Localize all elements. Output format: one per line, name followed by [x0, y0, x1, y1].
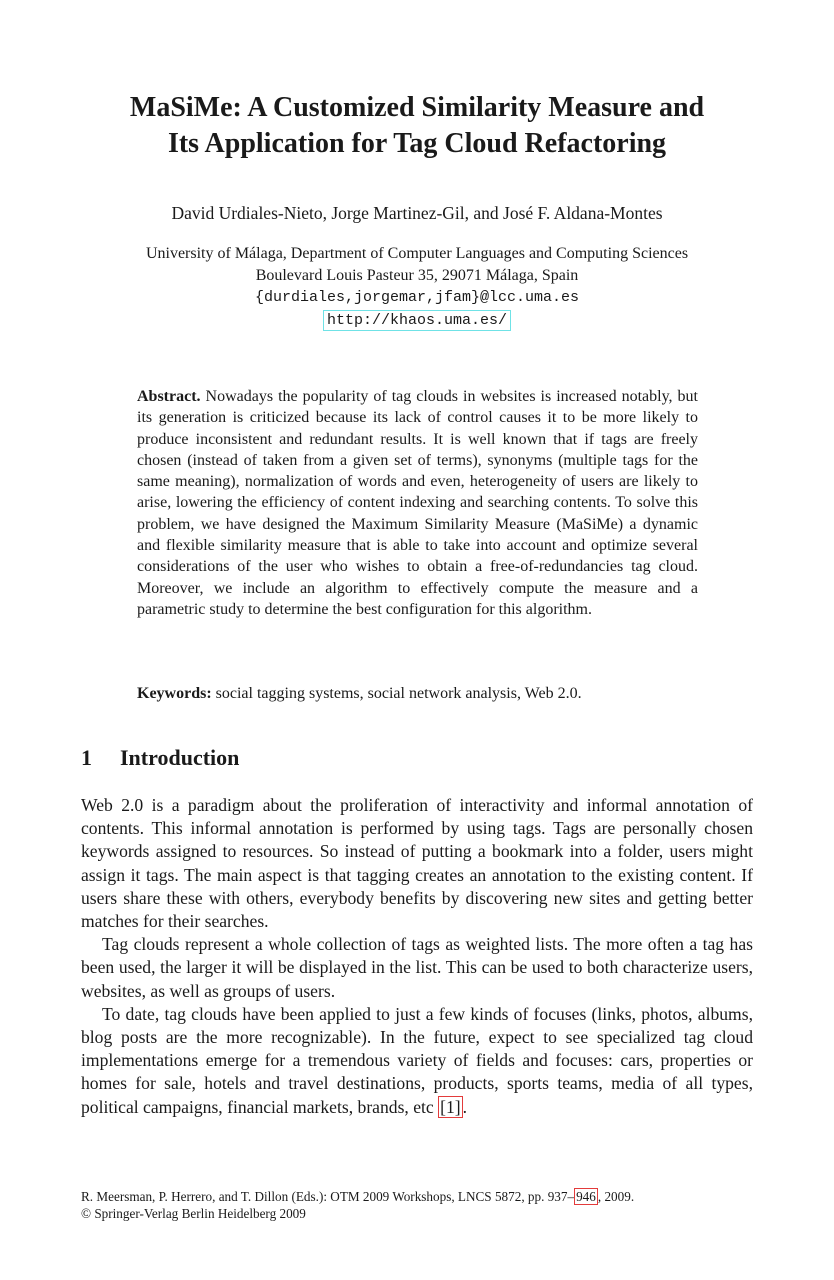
- keywords: [137, 683, 698, 705]
- introduction-body: [81, 794, 753, 1119]
- paragraph-1: Web 2.0 is a paradigm about the proliferation of interactivity and informal annotation of contents. This informal annotation is performed by using tags. Tags are personally chosen keywords assigned to resources. So instead of putting a bookmark into a folder, users might assign it tags. The main aspect is that tagging creates an annotation to the existing content. If users share these with others, everybody benefits by discovering new sites and getting better matches for their searches.: [81, 795, 753, 932]
- affiliation-block: [40, 243, 794, 331]
- abstract-text: Nowadays the popularity of tag clouds in websites is increased notably, but its generation is criticized because its lack of control causes it to be more likely to produce inconsistent and redundant results. It is well known that if tags are freely chosen (instead of taken from a given set of terms), synonyms (multiple tags for the same meaning), normalization of words and even, heterogeneity of users are likely to arise, lowering the efficiency of content indexing and searching contents. To solve this problem, we have designed the Maximum Similarity Measure (MaSiMe) a dynamic and flexible similarity measure that is able to take into account and optimize several considerations of the user who wishes to obtain a free-of-redundancies tag cloud. Moreover, we include an algorithm to effectively compute the measure and a parametric study to determine the best configuration for this algorithm.: [137, 388, 698, 618]
- institute-url-link[interactable]: http://khaos.uma.es/: [323, 310, 511, 331]
- paragraph-3-text: To date, tag clouds have been applied to just a few kinds of focuses (links, photos, albums, blog posts are the more recognizable). In the future, expect to see specialized tag cloud implementations emerge for a tremendous variety of fields and focuses: cars, properties or homes for sale, hotels and travel destinations, products, sports teams, media of all types, political campaigns, financial markets, brands, etc: [81, 1003, 753, 1117]
- abstract: [137, 386, 698, 620]
- author-emails: {durdiales,jorgemar,jfam}@lcc.uma.es: [254, 289, 580, 306]
- keywords-text: social tagging systems, social network analysis, Web 2.0.: [215, 685, 582, 702]
- paragraph-2: Tag clouds represent a whole collection of tags as weighted lists. The more often a tag has been used, the larger it will be displayed in the list. This can be used to both characterize users, websites, as well as groups of users.: [81, 934, 753, 1001]
- title-line-2: Its Application for Tag Cloud Refactoring: [167, 128, 667, 159]
- footer-copyright: © Springer-Verlag Berlin Heidelberg 2009: [81, 1206, 306, 1221]
- paper-title: [60, 90, 774, 162]
- page-range-link[interactable]: 946: [576, 1189, 596, 1204]
- affiliation-line-1: University of Málaga, Department of Computer Languages and Computing Sciences: [145, 245, 689, 262]
- author-list: David Urdiales-Nieto, Jorge Martinez-Gil, and José F. Aldana-Montes: [171, 203, 663, 223]
- footer-line-1: [81, 1188, 753, 1205]
- footer-year: , 2009.: [597, 1189, 635, 1204]
- section-number: 1: [81, 745, 92, 770]
- section-heading: [81, 744, 239, 772]
- citation-link[interactable]: [1]: [440, 1096, 461, 1117]
- section-title: Introduction: [120, 745, 240, 770]
- affiliation-line-2: Boulevard Louis Pasteur 35, 29071 Málaga, Spain: [255, 267, 579, 284]
- title-line-1: MaSiMe: A Customized Similarity Measure and: [129, 92, 705, 123]
- paragraph-3-end: .: [462, 1096, 468, 1117]
- paragraph-3: [81, 1003, 753, 1119]
- footer-citation: [81, 1188, 753, 1222]
- keywords-label: Keywords:: [137, 685, 212, 702]
- footer-pub-info: R. Meersman, P. Herrero, and T. Dillon (Eds.): OTM 2009 Workshops, LNCS 5872, pp. 937–: [81, 1189, 575, 1204]
- abstract-label: Abstract.: [137, 388, 201, 405]
